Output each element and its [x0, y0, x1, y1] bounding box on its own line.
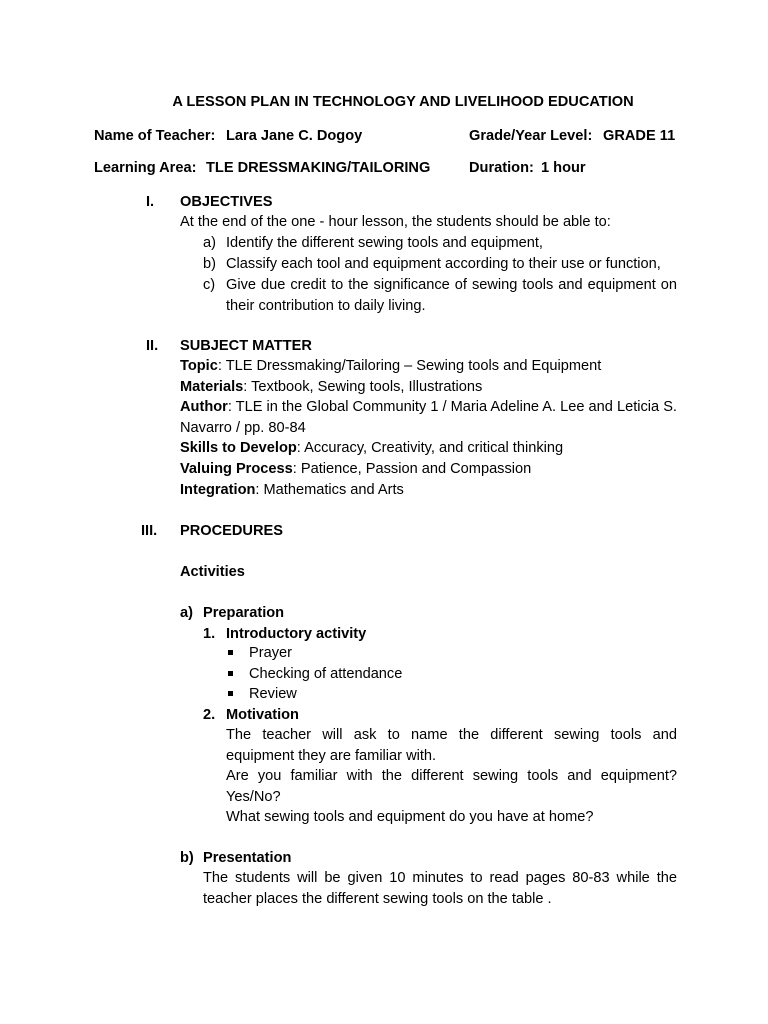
- preparation-heading: Preparation: [203, 605, 285, 621]
- bullet-item-prayer: Prayer: [249, 645, 292, 661]
- grade-label: Grade/Year Level:: [469, 128, 593, 144]
- presentation-text: The students will be given 10 minutes to read pages 80-83 while the teacher places the different sewing tools on the table .: [203, 870, 677, 907]
- bullet-item-attendance: Checking of attendance: [249, 666, 403, 682]
- subject-numeral: II.: [146, 338, 159, 354]
- topic-value: : TLE Dressmaking/Tailoring – Sewing tools and Equipment: [217, 358, 602, 374]
- materials-value: : Textbook, Sewing tools, Illustrations: [243, 379, 483, 395]
- duration-value: 1 hour: [541, 160, 586, 176]
- activities-heading: Activities: [180, 564, 245, 580]
- objective-marker-b: b): [203, 256, 216, 272]
- motivation-heading: Motivation: [226, 707, 299, 723]
- intro-activity-marker: 1.: [203, 626, 216, 642]
- objective-marker-c: c): [203, 277, 216, 293]
- procedures-numeral: III.: [141, 523, 158, 539]
- intro-activity-heading: Introductory activity: [226, 626, 367, 642]
- teacher-value: Lara Jane C. Dogoy: [226, 128, 363, 144]
- procedures-heading: PROCEDURES: [180, 523, 283, 539]
- subject-row-valuing: [180, 459, 531, 479]
- objectives-intro: At the end of the one - hour lesson, the students should be able to:: [180, 214, 611, 230]
- subject-row-author: [180, 397, 677, 439]
- author-value: : TLE in the Global Community 1 / Maria Adeline A. Lee and Leticia S. Navarro / pp. 80-84: [180, 399, 677, 436]
- subject-heading: SUBJECT MATTER: [180, 338, 312, 354]
- learning-area-value: TLE DRESSMAKING/TAILORING: [206, 160, 431, 176]
- motivation-paragraph-2: Are you familiar with the different sewing tools and equipment? Yes/No?: [226, 768, 677, 805]
- presentation-heading: Presentation: [203, 850, 292, 866]
- subject-row-materials: [180, 377, 482, 397]
- objectives-numeral: I.: [146, 194, 155, 210]
- duration-label: Duration:: [469, 160, 534, 176]
- skills-label: Skills to Develop: [180, 440, 297, 456]
- materials-label: Materials: [180, 379, 244, 395]
- valuing-label: Valuing Process: [180, 461, 293, 477]
- motivation-paragraph-1: The teacher will ask to name the different sewing tools and equipment they are familiar with.: [226, 727, 677, 764]
- motivation-paragraph-3: What sewing tools and equipment do you have at home?: [226, 809, 594, 825]
- objectives-heading: OBJECTIVES: [180, 194, 273, 210]
- grade-value: GRADE 11: [603, 128, 676, 144]
- valuing-value: : Patience, Passion and Compassion: [292, 461, 532, 477]
- integration-label: Integration: [180, 482, 256, 498]
- topic-label: Topic: [180, 358, 218, 374]
- teacher-label: Name of Teacher:: [94, 128, 216, 144]
- bullet-icon: [228, 650, 233, 655]
- author-label: Author: [180, 399, 228, 415]
- preparation-marker: a): [180, 605, 193, 621]
- bullet-icon: [228, 691, 233, 696]
- skills-value: : Accuracy, Creativity, and critical thinking: [296, 440, 564, 456]
- objective-marker-a: a): [203, 235, 216, 251]
- objective-item-a: Identify the different sewing tools and equipment,: [226, 235, 543, 251]
- bullet-icon: [228, 671, 233, 676]
- objective-item-b: Classify each tool and equipment according to their use or function,: [226, 256, 661, 272]
- objective-item-c: Give due credit to the significance of sewing tools and equipment on their contribution to daily living.: [226, 277, 677, 314]
- subject-row-integration: [180, 480, 404, 500]
- presentation-marker: b): [180, 850, 194, 866]
- motivation-marker: 2.: [203, 707, 216, 723]
- bullet-item-review: Review: [249, 686, 297, 702]
- subject-row-topic: [180, 356, 601, 376]
- learning-area-label: Learning Area:: [94, 160, 197, 176]
- subject-row-skills: [180, 438, 563, 458]
- page-title: A LESSON PLAN IN TECHNOLOGY AND LIVELIHOOD EDUCATION: [172, 94, 634, 110]
- integration-value: : Mathematics and Arts: [255, 482, 404, 498]
